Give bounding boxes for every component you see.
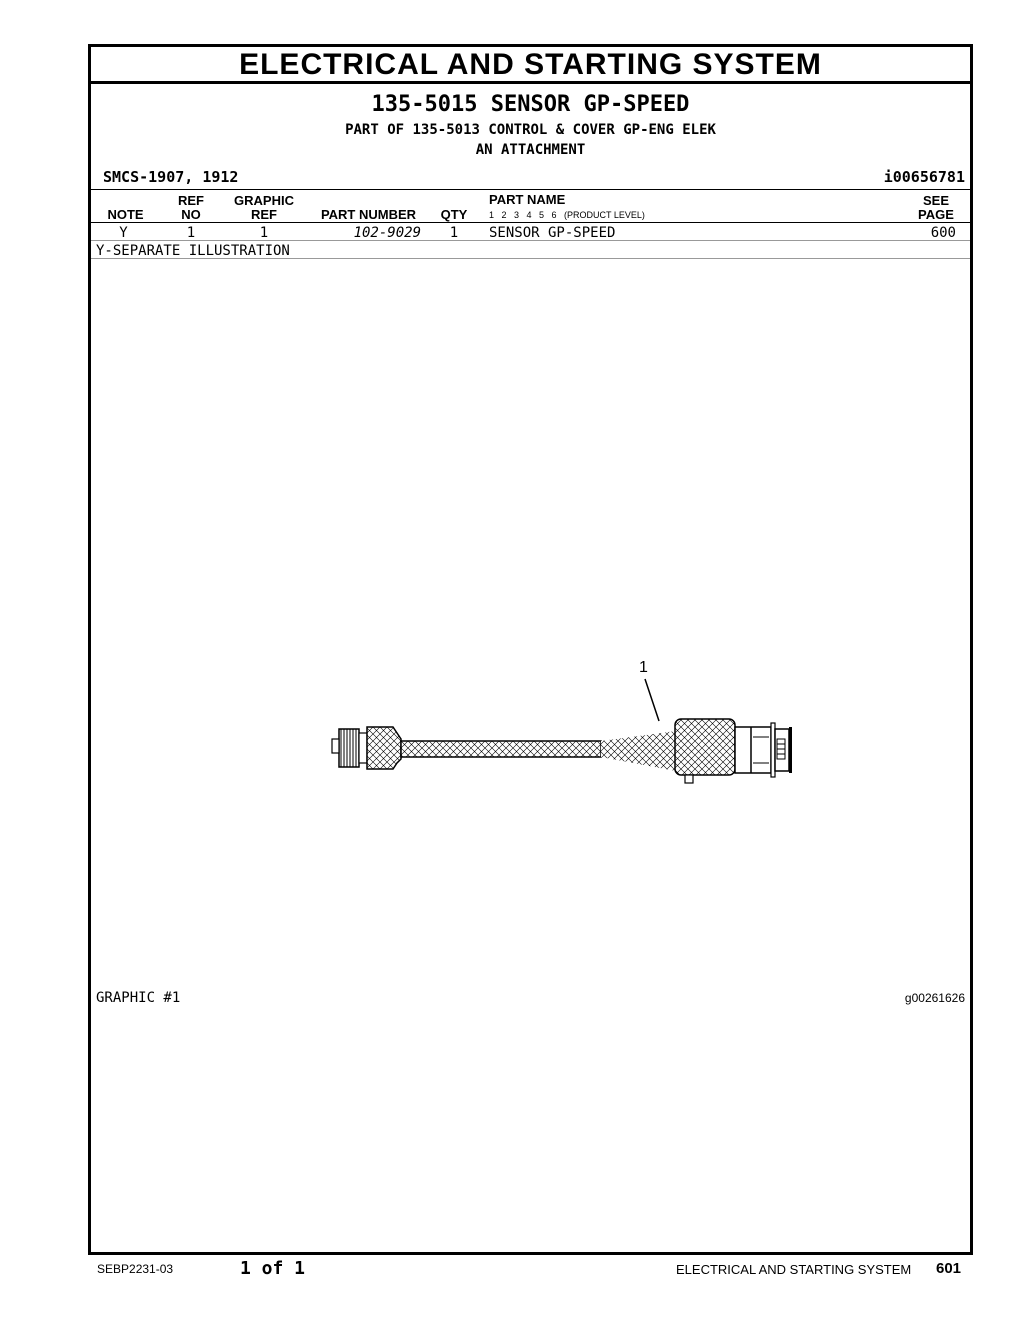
col-header-graphic-ref-bottom: REF bbox=[251, 207, 277, 222]
row-graphic-ref: 1 bbox=[259, 225, 269, 241]
sensor-illustration bbox=[331, 657, 751, 797]
part-of-line: PART OF 135-5013 CONTROL & COVER GP-ENG ELEK bbox=[345, 122, 716, 138]
col-header-note: NOTE bbox=[107, 207, 144, 222]
col-header-part-number: PART NUMBER bbox=[320, 207, 417, 222]
attachment-line: AN ATTACHMENT bbox=[475, 142, 586, 158]
divider bbox=[91, 222, 970, 223]
graphic-id: g00261626 bbox=[904, 991, 965, 1005]
sensor-tip-illustration bbox=[751, 707, 811, 797]
col-header-see-page-top: SEE bbox=[922, 193, 949, 208]
row-part-number: 102-9029 bbox=[353, 225, 421, 241]
col-header-see-page-bottom: PAGE bbox=[918, 207, 954, 222]
footer-page-of: 1 of 1 bbox=[240, 1258, 306, 1279]
page-frame bbox=[88, 44, 973, 1255]
col-header-ref-no-bottom: NO bbox=[181, 207, 201, 222]
divider bbox=[91, 240, 970, 241]
row-note: Y bbox=[119, 225, 128, 241]
system-title: ELECTRICAL AND STARTING SYSTEM bbox=[91, 47, 970, 84]
note-legend: Y-SEPARATE ILLUSTRATION bbox=[96, 243, 290, 259]
row-part-name: SENSOR GP-SPEED bbox=[489, 225, 616, 241]
footer-page-number: 601 bbox=[936, 1260, 962, 1277]
col-header-part-name: PART NAME bbox=[489, 192, 566, 207]
part-title: 135-5015 SENSOR GP-SPEED bbox=[371, 92, 690, 117]
row-ref-no: 1 bbox=[186, 225, 196, 241]
footer-doc-number: SEBP2231-03 bbox=[97, 1262, 174, 1276]
row-qty: 1 bbox=[449, 225, 459, 241]
callout-label: 1 bbox=[639, 659, 648, 676]
col-header-ref-no-top: REF bbox=[178, 193, 204, 208]
divider bbox=[91, 258, 970, 259]
divider bbox=[91, 189, 970, 190]
col-header-qty: QTY bbox=[440, 207, 468, 222]
row-see-page: 600 bbox=[930, 225, 956, 241]
callout-leader-line bbox=[643, 677, 663, 723]
product-levels: 1 2 3 4 5 6 (PRODUCT LEVEL) bbox=[489, 210, 645, 220]
document-ident: i00656781 bbox=[883, 168, 965, 186]
graphic-label: GRAPHIC #1 bbox=[96, 990, 181, 1006]
footer-section: ELECTRICAL AND STARTING SYSTEM bbox=[676, 1262, 912, 1277]
smcs-code: SMCS-1907, 1912 bbox=[103, 168, 239, 186]
col-header-graphic-ref-top: GRAPHIC bbox=[234, 193, 294, 208]
